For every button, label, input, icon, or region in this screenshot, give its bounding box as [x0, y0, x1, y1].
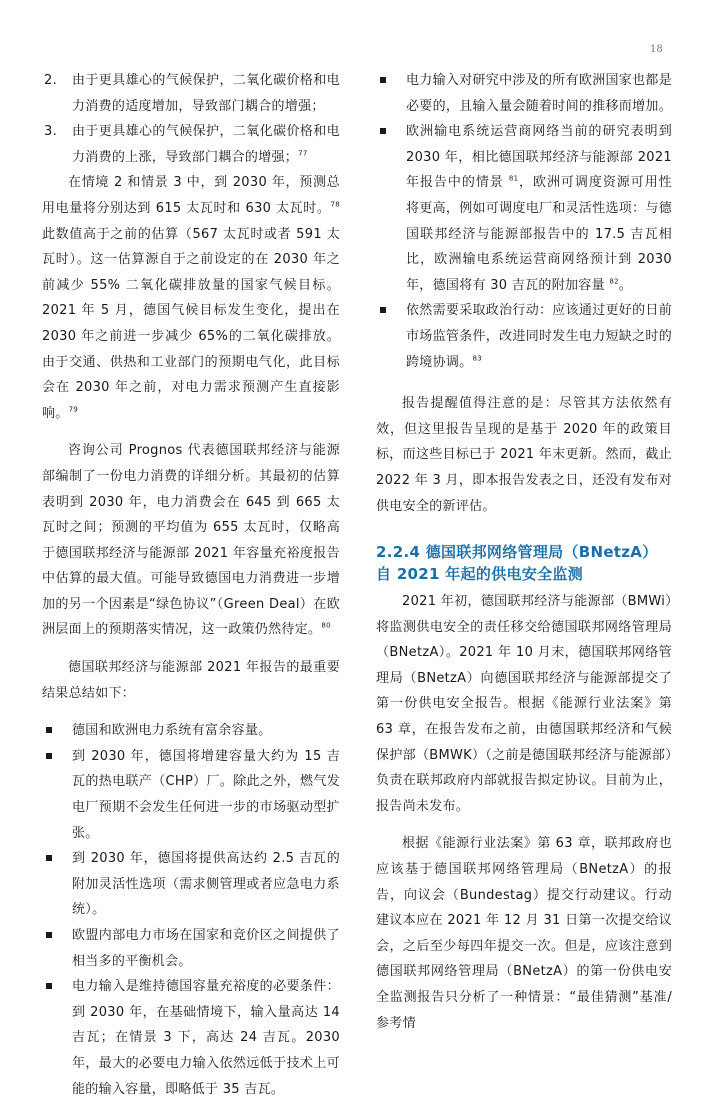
- list-item: [42, 923, 340, 974]
- list-item: [42, 846, 340, 923]
- paragraph: 德国联邦经济与能源部 2021 年报告的最重要结果总结如下：: [42, 660, 340, 701]
- footnote-ref[interactable]: 78: [330, 200, 340, 209]
- paragraph: 2021 年初，德国联邦经济与能源部（BMWi）将监测供电安全的责任移交给德国联邦网络管理局（BNetzA）。2021 年 10 月末，德国联邦网络管理局（BNetzA）向德国联邦经济与能源部提交了第一份供电安全报告。根据《能源行业法案》第 63 章，在报告发布之前，由德国联邦经济和气候保护部（BMWK）（之前是德国联邦经济与能源部）负责在联邦政府内部就报告拟定协议。目前为止，报告尚未发布。: [376, 594, 672, 814]
- section-heading-line: 自 2021 年起的供电安全监测: [376, 565, 583, 584]
- page-number: 18: [650, 44, 663, 55]
- right-column: [376, 68, 672, 1036]
- bullet-list: [42, 718, 340, 1102]
- list-item: [42, 68, 340, 119]
- footnote-ref[interactable]: 83: [472, 354, 483, 363]
- paragraph-text: 在情境 2 和情景 3 中，到 2030 年，预测总用电量将分别达到 615 太瓦时和 630 太瓦时。: [42, 175, 340, 216]
- list-item-text: 由于更具雄心的气候保护，二氧化碳价格和电力消费的适度增加，导致部门耦合的增强；: [72, 73, 340, 114]
- footnote-ref[interactable]: 82: [609, 277, 619, 286]
- paragraph-text: 此数值高于之前的估算（567 太瓦时或者 591 太瓦时）。这一估算源自于之前设定的在 2030 年之前减少 55% 二氧化碳排放量的国家气候目标。2021 年 5 月，德国气候目标发生变化，提出在 2030 年之前进一步减少 65%的二氧化碳排放。由于交通、供热和工业部门的预期电气化，此目标会在 2030 年之前，对电力需求预测产生直接影响。: [42, 226, 340, 421]
- list-item: [42, 744, 340, 846]
- footnote-ref[interactable]: 80: [321, 622, 331, 631]
- numbered-list: [42, 68, 340, 170]
- bullet-icon: [46, 983, 52, 989]
- bullet-icon: [380, 307, 386, 313]
- left-column: [42, 68, 340, 1102]
- paragraph: 根据《能源行业法案》第 63 章，联邦政府也应该基于德国联邦网络管理局（BNetzA）的报告，向议会（Bundestag）提交行动建议。行动建议本应在 2021 年 12 月 31 日第一次提交给议会，之后至少每四年提交一次。但是，应该注意到德国联邦网络管理局（BNetzA）的第一份供电安全监测报告只分析了一种情景：“最佳猜测”基准/参考情: [376, 836, 672, 1031]
- list-item: [42, 119, 340, 170]
- bullet-icon: [46, 932, 52, 938]
- paragraph: [42, 170, 340, 426]
- list-item-text: 到 2030 年，德国将增建容量大约为 15 吉瓦的热电联产（CHP）厂。除此之外，燃气发电厂预期不会发生任何进一步的市场驱动型扩张。: [72, 748, 340, 841]
- list-item: [42, 974, 340, 1102]
- list-item-text: 电力输入是维持德国容量充裕度的必要条件：到 2030 年，在基础情境下，输入量高达 14 吉瓦；在情景 3 下，高达 24 吉瓦。2030 年，最大的必要电力输入依然远低于技术上可能的输入容量，即略低于 35 吉瓦。: [72, 979, 340, 1097]
- section-heading-line: 2.2.4 德国联邦网络管理局（BNetzA）: [376, 543, 658, 562]
- list-item-text: 德国和欧洲电力系统有富余容量。: [72, 723, 272, 739]
- footnote-ref[interactable]: 77: [298, 149, 308, 158]
- paragraph-text: 咨询公司 Prognos 代表德国联邦经济与能源部编制了一份电力消费的详细分析。其最初的估算表明到 2030 年，电力消费会在 645 到 665 太瓦时之间；预测的平均值为 655 太瓦时，仅略高于德国联邦经济与能源部 2021 年容量充裕度报告中估算的最大值。可能导致德国电力消费进一步增加的另一个因素是“绿色协议”（Green Deal）在欧洲层面上的预期落实情况，这一政策仍然待定。: [42, 443, 340, 638]
- list-item-text: 欧洲输电系统运营商网络当前的研究表明到 2030 年，相比德国联邦经济与能源部 2021 年报告中的情景: [406, 124, 672, 191]
- list-item-text: 。: [618, 277, 633, 293]
- paragraph: [42, 438, 340, 643]
- bullet-icon: [46, 753, 52, 759]
- list-number: 3.: [44, 124, 58, 140]
- list-item: [376, 68, 672, 119]
- footnote-ref[interactable]: 81: [508, 175, 519, 184]
- footnote-ref[interactable]: 79: [68, 405, 79, 414]
- list-item: [376, 119, 672, 298]
- bullet-icon: [380, 128, 386, 134]
- bullet-icon: [46, 855, 52, 861]
- list-item-text: 电力输入对研究中涉及的所有欧洲国家也都是必要的，且输入量会随着时间的推移而增加。: [406, 73, 673, 114]
- paragraph: 报告提醒值得注意的是：尽管其方法依然有效，但这里报告呈现的是基于 2020 年的政策目标，而这些目标已于 2021 年末更新。然而，截止 2022 年 3 月，即本报告发表之日，还没有发布对供电安全的新评估。: [376, 396, 672, 514]
- list-item-text: 依然需要采取政治行动：应该通过更好的日前市场监管条件，改进同时发生电力短缺之时的跨境协调。: [406, 303, 673, 370]
- list-item-text: 由于更具雄心的气候保护，二氧化碳价格和电力消费的上涨，导致部门耦合的增强；: [72, 124, 340, 165]
- list-item-text: 欧盟内部电力市场在国家和竞价区之间提供了相当多的平衡机会。: [72, 928, 340, 969]
- list-item: [42, 718, 340, 744]
- bullet-list: [376, 68, 672, 375]
- list-item-text: ，欧洲可调度资源可用性将更高，例如可调度电厂和灵活性选项：与德国联邦经济与能源部报告中的 17.5 吉瓦相比，欧洲输电系统运营商网络预计到 2030 年，德国将有 30 吉瓦的附加容量: [406, 175, 673, 293]
- section-heading: [376, 541, 672, 585]
- list-item-text: 到 2030 年，德国将提供高达约 2.5 吉瓦的附加灵活性选项（需求侧管理或者应急电力系统）。: [72, 851, 340, 918]
- list-number: 2.: [44, 73, 58, 88]
- list-item: [376, 298, 672, 375]
- bullet-icon: [46, 727, 52, 733]
- bullet-icon: [380, 77, 386, 83]
